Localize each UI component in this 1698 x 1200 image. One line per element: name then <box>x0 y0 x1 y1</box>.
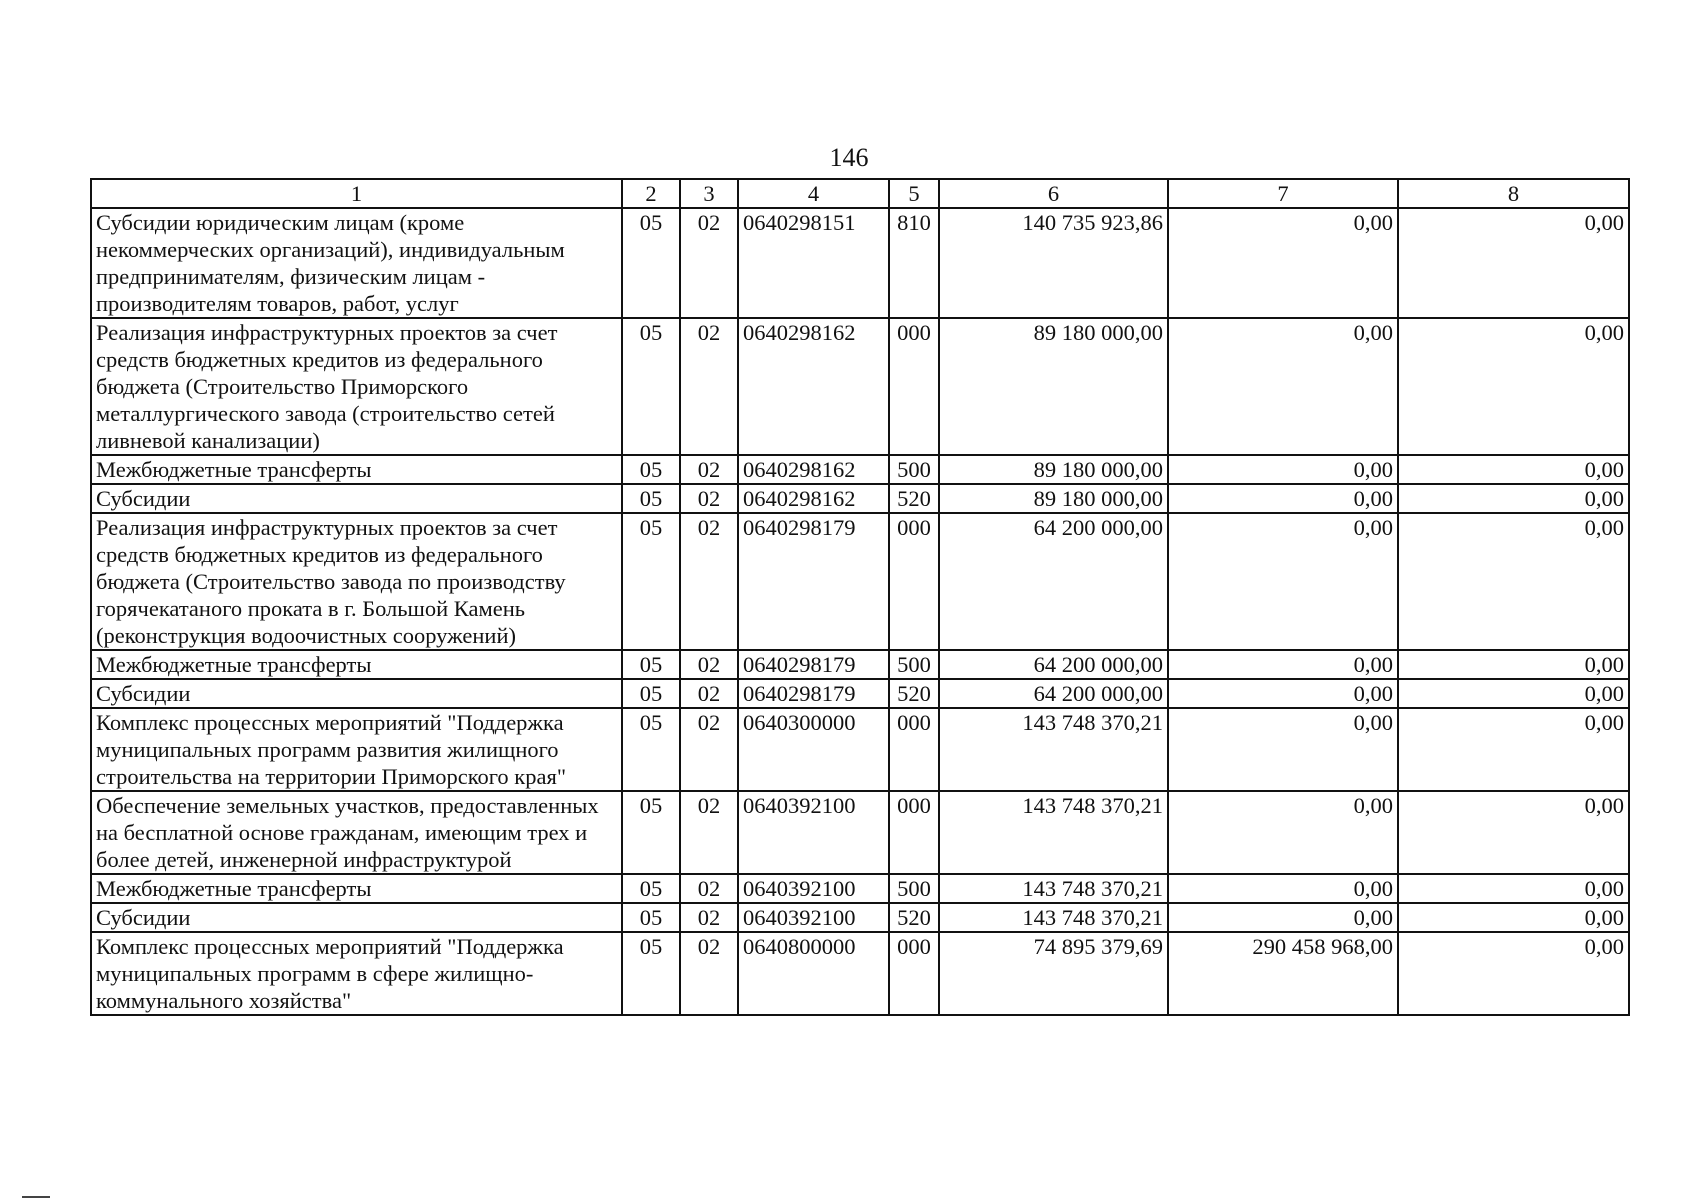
table-row <box>91 455 1629 484</box>
row-section: 05 <box>622 874 680 903</box>
row-value-6: 64 200 000,00 <box>939 513 1168 650</box>
row-name: Комплекс процессных мероприятий "Поддержка муниципальных программ развития жилищного строительства на территории Приморского края" <box>91 708 622 791</box>
header-col-3: 3 <box>680 179 738 208</box>
budget-table <box>90 178 1630 1016</box>
row-subsection: 02 <box>680 208 738 318</box>
page-number: 146 <box>829 143 869 172</box>
row-value-7: 0,00 <box>1168 874 1398 903</box>
row-value-7: 0,00 <box>1168 208 1398 318</box>
row-name: Субсидии юридическим лицам (кроме некоммерческих организаций), индивидуальным предпринимателям, физическим лицам - производителям товаров, работ, услуг <box>91 208 622 318</box>
row-target: 0640300000 <box>738 708 889 791</box>
row-value-6: 64 200 000,00 <box>939 650 1168 679</box>
table-row <box>91 318 1629 455</box>
row-value-8: 0,00 <box>1398 903 1629 932</box>
row-kind: 500 <box>889 874 939 903</box>
row-value-7: 0,00 <box>1168 903 1398 932</box>
row-kind: 520 <box>889 484 939 513</box>
row-section: 05 <box>622 513 680 650</box>
row-name: Реализация инфраструктурных проектов за счет средств бюджетных кредитов из федерального бюджета (Строительство Приморского металлургического завода (строительство сетей ливневой канализации) <box>91 318 622 455</box>
row-name: Межбюджетные трансферты <box>91 874 622 903</box>
row-kind: 500 <box>889 650 939 679</box>
row-kind: 000 <box>889 318 939 455</box>
row-target: 0640392100 <box>738 903 889 932</box>
table-row <box>91 208 1629 318</box>
row-subsection: 02 <box>680 484 738 513</box>
row-value-6: 143 748 370,21 <box>939 791 1168 874</box>
row-value-7: 0,00 <box>1168 318 1398 455</box>
row-target: 0640298162 <box>738 318 889 455</box>
row-kind: 810 <box>889 208 939 318</box>
row-kind: 000 <box>889 513 939 650</box>
row-subsection: 02 <box>680 791 738 874</box>
row-section: 05 <box>622 708 680 791</box>
row-value-7: 0,00 <box>1168 650 1398 679</box>
row-subsection: 02 <box>680 932 738 1015</box>
header-col-4: 4 <box>738 179 889 208</box>
row-name: Субсидии <box>91 903 622 932</box>
scan-mark <box>22 1196 50 1198</box>
header-col-6: 6 <box>939 179 1168 208</box>
header-col-1: 1 <box>91 179 622 208</box>
row-section: 05 <box>622 903 680 932</box>
row-value-8: 0,00 <box>1398 513 1629 650</box>
row-value-6: 143 748 370,21 <box>939 903 1168 932</box>
row-subsection: 02 <box>680 708 738 791</box>
row-kind: 520 <box>889 679 939 708</box>
row-name: Реализация инфраструктурных проектов за счет средств бюджетных кредитов из федерального бюджета (Строительство завода по производству горячекатаного проката в г. Большой Камень (реконструкция водоочистных сооружений) <box>91 513 622 650</box>
row-value-6: 89 180 000,00 <box>939 484 1168 513</box>
header-col-5: 5 <box>889 179 939 208</box>
row-subsection: 02 <box>680 903 738 932</box>
row-value-8: 0,00 <box>1398 791 1629 874</box>
header-col-8: 8 <box>1398 179 1629 208</box>
row-target: 0640298151 <box>738 208 889 318</box>
row-value-8: 0,00 <box>1398 932 1629 1015</box>
table-row <box>91 932 1629 1015</box>
table-row <box>91 650 1629 679</box>
row-value-7: 0,00 <box>1168 708 1398 791</box>
row-target: 0640298179 <box>738 679 889 708</box>
row-subsection: 02 <box>680 318 738 455</box>
row-section: 05 <box>622 932 680 1015</box>
row-name: Субсидии <box>91 484 622 513</box>
row-value-8: 0,00 <box>1398 650 1629 679</box>
row-kind: 520 <box>889 903 939 932</box>
row-value-8: 0,00 <box>1398 208 1629 318</box>
row-section: 05 <box>622 318 680 455</box>
row-value-6: 89 180 000,00 <box>939 455 1168 484</box>
header-col-7: 7 <box>1168 179 1398 208</box>
row-subsection: 02 <box>680 874 738 903</box>
row-value-7: 0,00 <box>1168 513 1398 650</box>
row-subsection: 02 <box>680 513 738 650</box>
row-kind: 000 <box>889 708 939 791</box>
row-kind: 000 <box>889 791 939 874</box>
table-row <box>91 791 1629 874</box>
row-name: Межбюджетные трансферты <box>91 650 622 679</box>
row-target: 0640298179 <box>738 650 889 679</box>
row-name: Обеспечение земельных участков, предоставленных на бесплатной основе гражданам, имеющим трех и более детей, инженерной инфраструктурой <box>91 791 622 874</box>
row-section: 05 <box>622 484 680 513</box>
row-value-7: 0,00 <box>1168 484 1398 513</box>
row-target: 0640800000 <box>738 932 889 1015</box>
table-row <box>91 679 1629 708</box>
table-row <box>91 903 1629 932</box>
row-value-8: 0,00 <box>1398 484 1629 513</box>
table-row <box>91 513 1629 650</box>
row-value-8: 0,00 <box>1398 679 1629 708</box>
row-subsection: 02 <box>680 650 738 679</box>
row-kind: 000 <box>889 932 939 1015</box>
row-name: Субсидии <box>91 679 622 708</box>
row-value-6: 89 180 000,00 <box>939 318 1168 455</box>
row-value-7: 0,00 <box>1168 679 1398 708</box>
row-value-8: 0,00 <box>1398 708 1629 791</box>
row-target: 0640298162 <box>738 455 889 484</box>
row-section: 05 <box>622 455 680 484</box>
table-row <box>91 708 1629 791</box>
header-col-2: 2 <box>622 179 680 208</box>
row-section: 05 <box>622 791 680 874</box>
row-value-6: 143 748 370,21 <box>939 708 1168 791</box>
row-section: 05 <box>622 650 680 679</box>
row-target: 0640298179 <box>738 513 889 650</box>
row-value-8: 0,00 <box>1398 874 1629 903</box>
row-value-8: 0,00 <box>1398 318 1629 455</box>
row-section: 05 <box>622 208 680 318</box>
row-section: 05 <box>622 679 680 708</box>
header-row <box>91 179 1629 208</box>
row-value-7: 0,00 <box>1168 455 1398 484</box>
row-value-6: 143 748 370,21 <box>939 874 1168 903</box>
row-value-7: 290 458 968,00 <box>1168 932 1398 1015</box>
row-value-6: 140 735 923,86 <box>939 208 1168 318</box>
table-row <box>91 874 1629 903</box>
row-target: 0640298162 <box>738 484 889 513</box>
row-value-8: 0,00 <box>1398 455 1629 484</box>
row-name: Комплекс процессных мероприятий "Поддержка муниципальных программ в сфере жилищно-коммунального хозяйства" <box>91 932 622 1015</box>
row-name: Межбюджетные трансферты <box>91 455 622 484</box>
row-target: 0640392100 <box>738 791 889 874</box>
row-subsection: 02 <box>680 455 738 484</box>
table-row <box>91 484 1629 513</box>
row-value-6: 64 200 000,00 <box>939 679 1168 708</box>
row-value-7: 0,00 <box>1168 791 1398 874</box>
row-kind: 500 <box>889 455 939 484</box>
row-target: 0640392100 <box>738 874 889 903</box>
row-value-6: 74 895 379,69 <box>939 932 1168 1015</box>
row-subsection: 02 <box>680 679 738 708</box>
